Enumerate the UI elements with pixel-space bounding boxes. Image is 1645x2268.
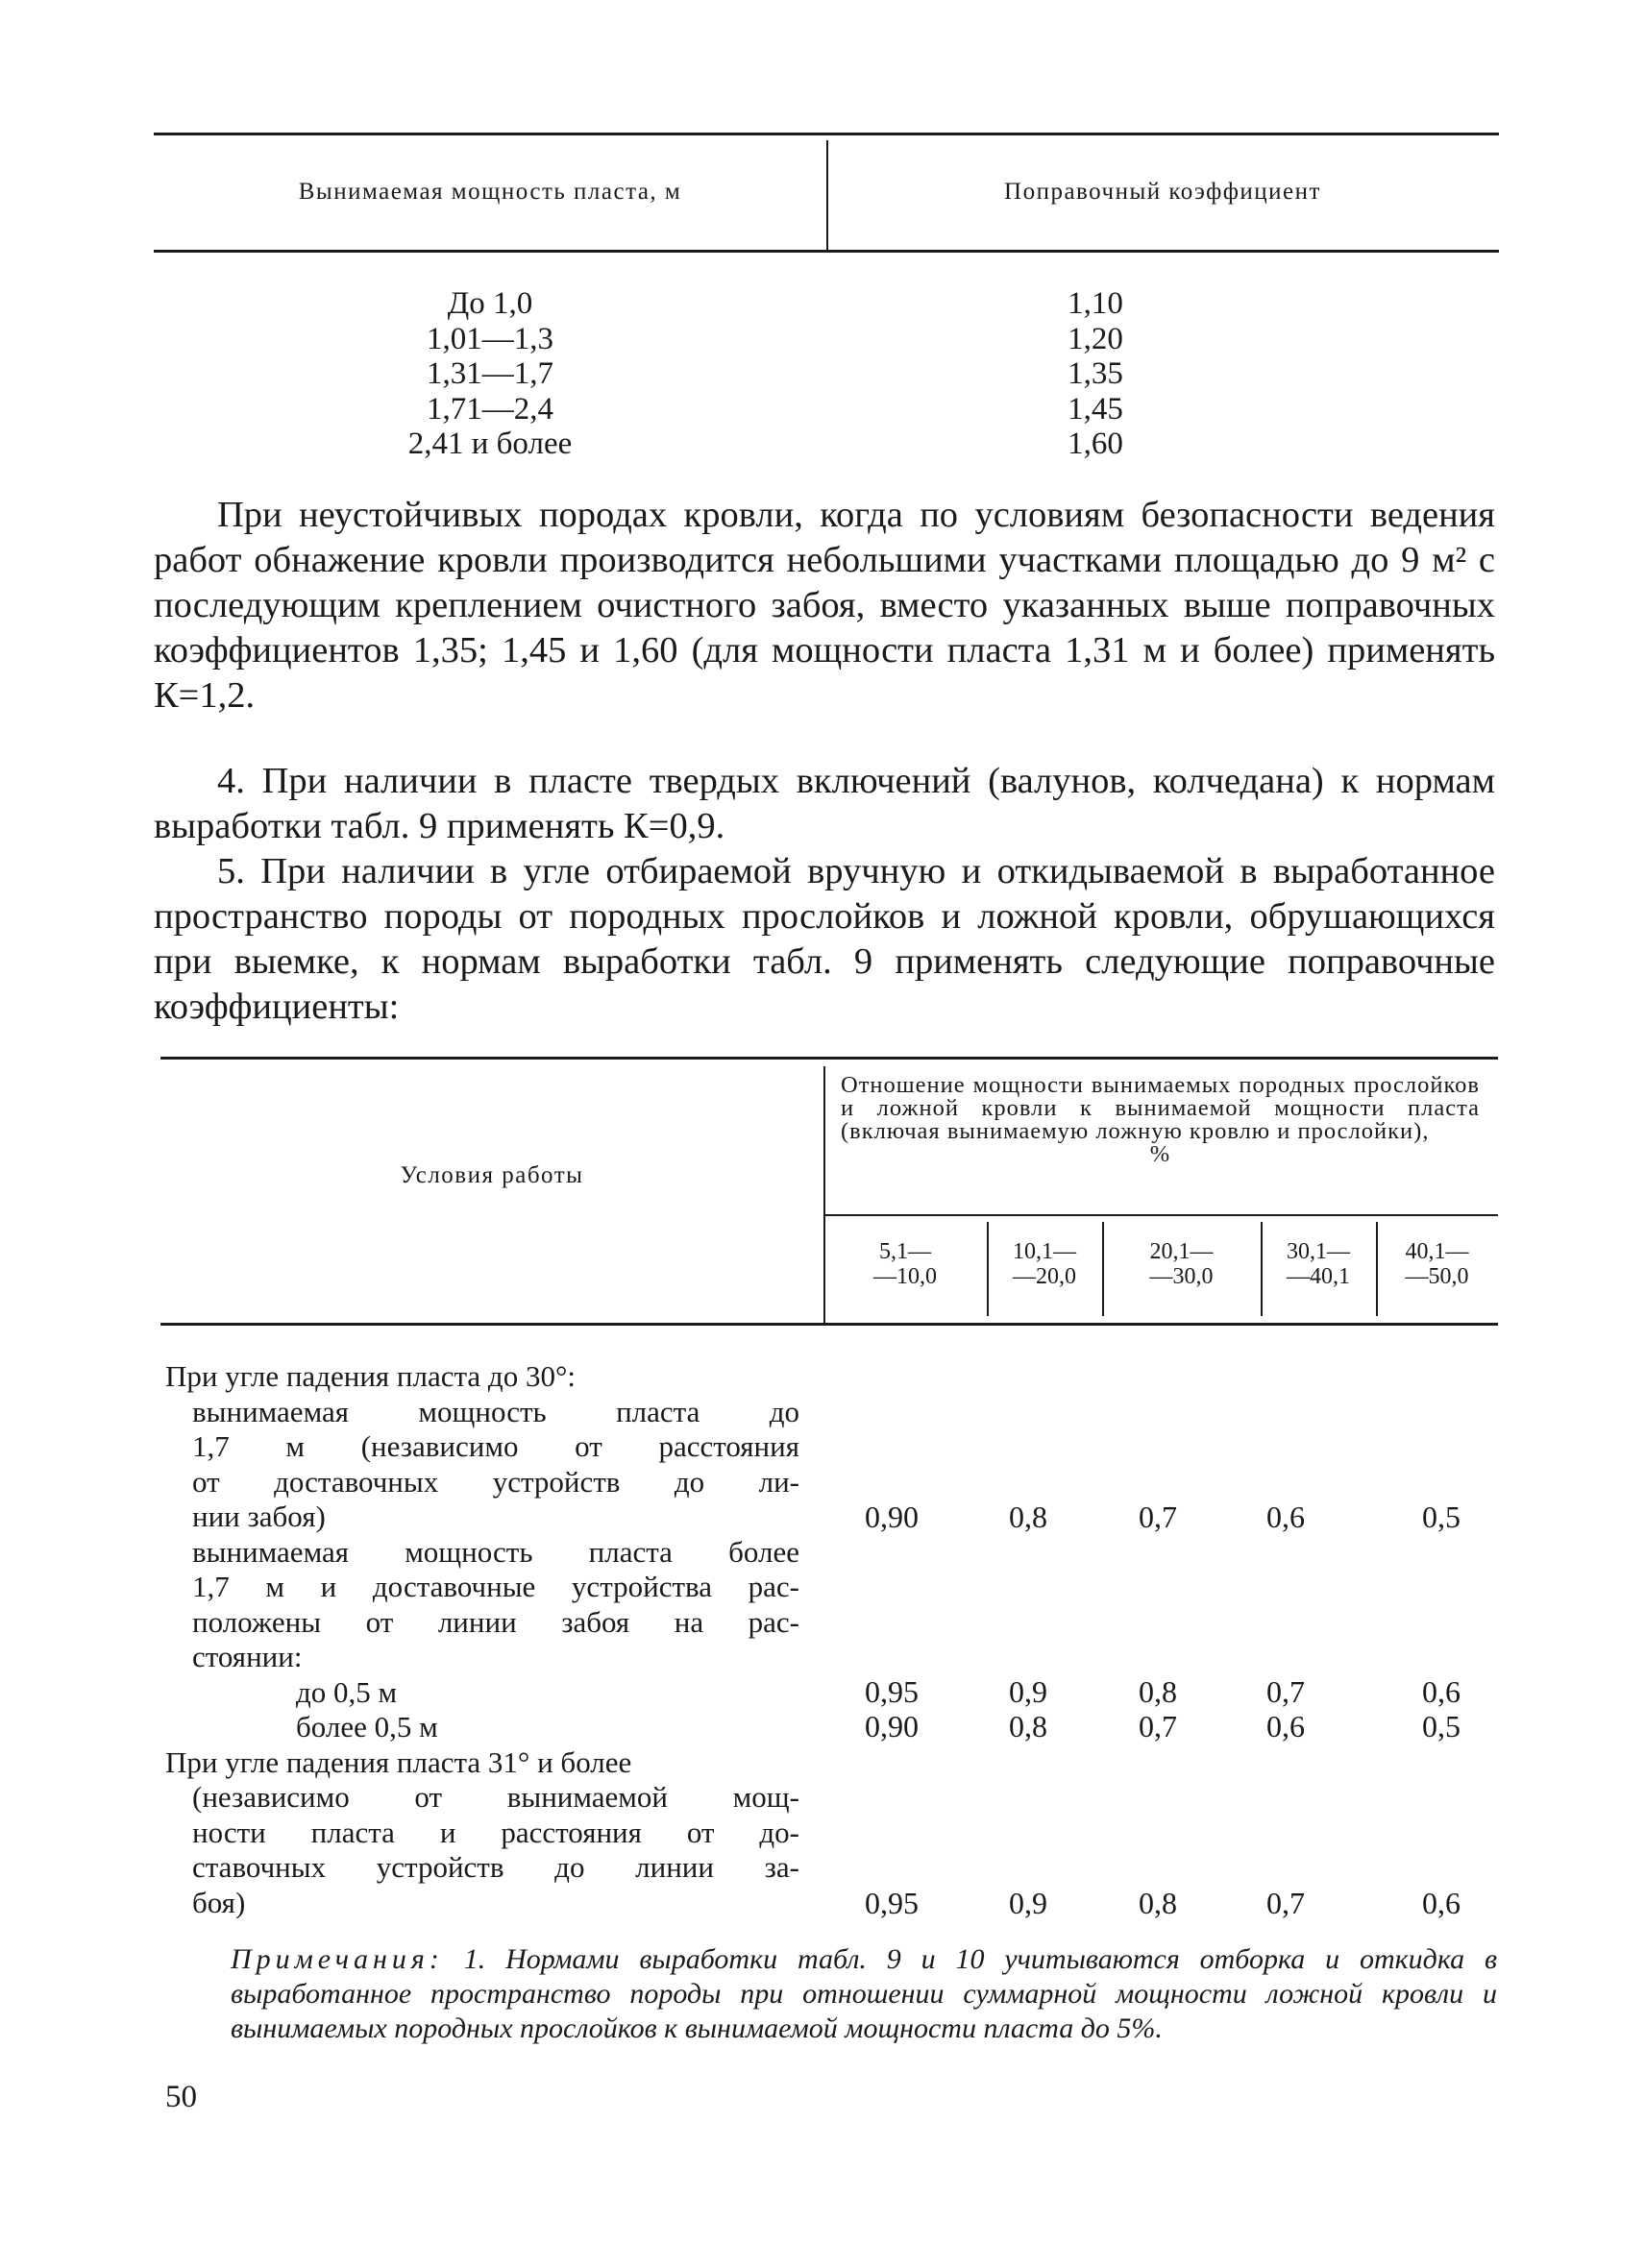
column-header-thickness: Вынимаемая мощность пласта, м — [298, 179, 682, 205]
column-header-range — [1261, 1239, 1376, 1289]
range-start: 40,1— — [1405, 1239, 1469, 1264]
table-rule — [823, 1214, 1498, 1216]
coefficient-cell: 0,5 — [1422, 1709, 1461, 1744]
coefficient-cell: 0,8 — [1139, 1674, 1177, 1709]
condition-line: до 0,5 м — [296, 1674, 398, 1709]
range-start: 30,1— — [1287, 1239, 1350, 1264]
condition-line: положены от линии забоя на рас- — [192, 1604, 799, 1639]
range-end: —30,0 — [1149, 1264, 1214, 1289]
condition-line: нии забоя) — [192, 1500, 326, 1533]
range-start: 5,1— — [879, 1239, 931, 1264]
coefficient-cell: 0,90 — [865, 1709, 919, 1744]
column-header-range — [823, 1239, 987, 1289]
notes-text: 1. Нормами выработки табл. 9 и 10 учитываются отборка и откидка в выработанное пространство породы при отношении суммарной мощности ложной кровли и вынимаемых породных прослойков к вынимаемой мощности пласта до 5%. — [231, 1943, 1498, 2044]
coefficient-cell: 0,8 — [1009, 1500, 1047, 1534]
thickness-range: 1,31—1,7 — [427, 356, 553, 391]
coefficient-cell: 0,6 — [1422, 1886, 1461, 1920]
ratio-header-unit: % — [1149, 1141, 1171, 1167]
coefficient-cell: 0,8 — [1139, 1886, 1177, 1920]
condition-line: 1,7 м и доставочные устройства рас- — [192, 1570, 799, 1603]
coefficient-cell: 0,95 — [865, 1674, 919, 1709]
range-start: 20,1— — [1149, 1239, 1214, 1264]
coefficient-cell: 0,7 — [1139, 1709, 1177, 1744]
conditions-column — [165, 1359, 799, 1920]
table-row — [154, 356, 1499, 392]
coefficient-cell: 0,9 — [1009, 1886, 1047, 1920]
range-end: —20,0 — [1013, 1264, 1076, 1289]
coefficient-cell: 0,7 — [1139, 1500, 1177, 1534]
table-rule — [154, 250, 1499, 253]
coefficient-cell: 0,95 — [865, 1886, 919, 1920]
thickness-range: 2,41 и более — [407, 427, 573, 461]
table-row — [154, 322, 1499, 357]
coefficient-cell: 0,6 — [1266, 1709, 1305, 1744]
coefficient-cell: 0,7 — [1266, 1674, 1305, 1709]
range-end: —40,1 — [1287, 1264, 1350, 1289]
column-header-conditions: Условия работы — [400, 1162, 584, 1188]
page-number: 50 — [165, 2080, 197, 2114]
coefficient-cell: 0,90 — [865, 1500, 919, 1534]
range-end: —10,0 — [873, 1264, 937, 1289]
condition-line: 1,7 м (независимо от расстояния — [192, 1429, 799, 1463]
range-end: —50,0 — [1405, 1264, 1469, 1289]
notes-label: Примечания: — [231, 1943, 444, 1975]
range-start: 10,1— — [1013, 1239, 1076, 1264]
thickness-range: 1,71—2,4 — [427, 391, 553, 427]
condition-line: ставочных устройств до линии за- — [192, 1850, 799, 1884]
paragraph-unstable-roof: При неустойчивых породах кровли, когда по условиям безопасности ведения работ обнажение кровли производится небольшими участками площадью до 9 м² с последующим креплением очистного забоя, вместо указанных выше поправочных коэффициентов 1,35; 1,45 и 1,60 (для мощности пласта 1,31 м и более) применять К=1,2. — [154, 495, 1495, 716]
coefficient-cell: 0,9 — [1009, 1674, 1047, 1709]
condition-line: вынимаемая мощность пласта более — [192, 1534, 799, 1569]
table-rule — [160, 1057, 1498, 1060]
coefficient-value: 1,10 — [1068, 286, 1123, 321]
condition-line: вынимаемая мощность пласта до — [192, 1394, 799, 1428]
condition-line: ности пласта и расстояния от до- — [192, 1815, 799, 1849]
ratio-header-text: Отношение мощности вынимаемых породных прослойков и ложной кровли к вынимаемой мощности пласта (включая вынимаемую ложную кровлю и прослойки), — [841, 1072, 1480, 1144]
coefficient-cell: 0,6 — [1266, 1500, 1305, 1534]
column-header-ratio — [841, 1074, 1480, 1166]
condition-line: стоянии: — [192, 1640, 303, 1673]
table-row — [154, 427, 1499, 462]
condition-line: При угле падения пласта 31° и более — [165, 1744, 632, 1779]
coefficient-value: 1,45 — [1068, 391, 1123, 427]
condition-line: более 0,5 м — [296, 1710, 438, 1744]
condition-line: боя) — [192, 1885, 246, 1919]
coefficient-value: 1,60 — [1068, 427, 1123, 461]
thickness-range: 1,01—1,3 — [427, 321, 553, 356]
coefficient-cell: 0,8 — [1009, 1709, 1047, 1744]
column-header-coefficient: Поправочный коэффициент — [1004, 179, 1321, 205]
coefficient-cell: 0,5 — [1422, 1500, 1461, 1534]
table-row — [154, 286, 1499, 322]
paragraph-item-4: 4. При наличии в пласте твердых включений (валунов, колчедана) к нормам выработки табл. 9 применять К=0,9. — [154, 761, 1495, 846]
condition-line: При угле падения пласта до 30°: — [165, 1359, 576, 1393]
condition-line: (независимо от вынимаемой мощ- — [192, 1780, 799, 1814]
paragraph-item-5: 5. При наличии в угле отбираемой вручную и откидываемой в выработанное пространство породы от породных прослойков и ложной кровли, обрушающихся при выемке, к нормам выработки табл. 9 применять следующие поправочные коэффициенты: — [154, 851, 1495, 1027]
coefficient-cell: 0,6 — [1422, 1674, 1461, 1709]
coefficient-value: 1,35 — [1068, 356, 1123, 391]
table-rule — [154, 133, 1499, 135]
column-header-range — [1376, 1239, 1498, 1289]
column-header-range — [1102, 1239, 1261, 1289]
condition-line: от доставочных устройств до ли- — [192, 1464, 799, 1499]
table-notes — [231, 1942, 1497, 2046]
table-rule — [160, 1323, 1498, 1326]
thickness-range: До 1,0 — [447, 286, 533, 321]
column-header-range — [987, 1239, 1102, 1289]
coefficient-cell: 0,7 — [1266, 1886, 1305, 1920]
table-row — [154, 392, 1499, 427]
coefficient-value: 1,20 — [1068, 321, 1123, 356]
